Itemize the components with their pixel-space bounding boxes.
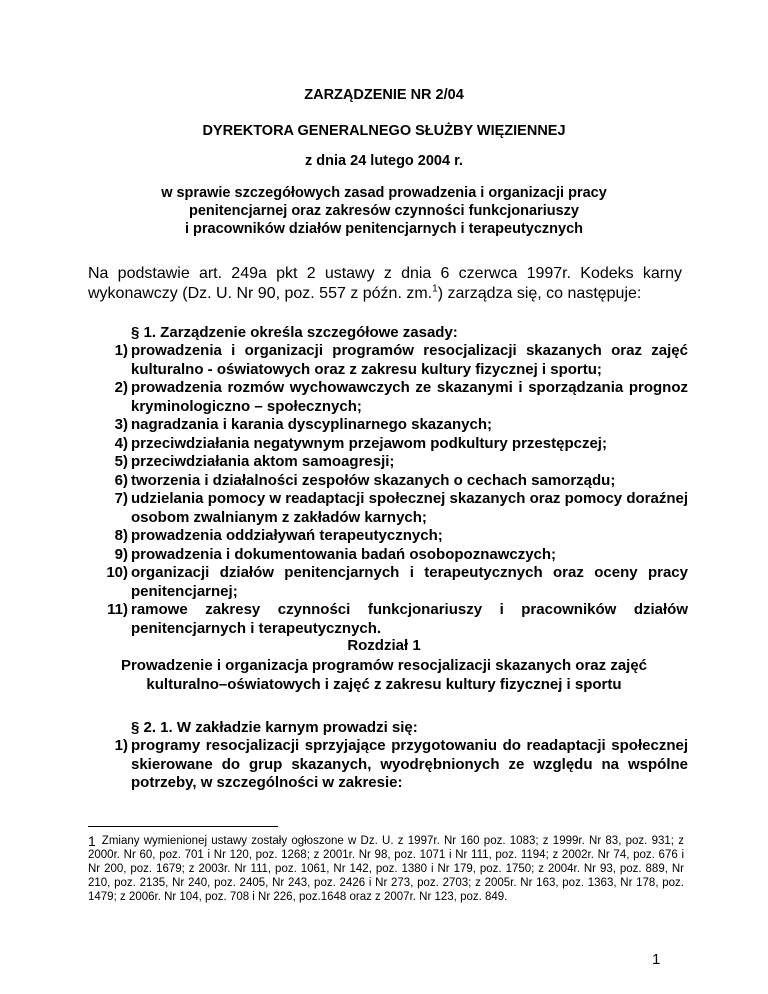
footnote [88,834,684,904]
list-item [88,546,688,565]
list-item-text: programy resocjalizacji sprzyjające przygotowaniu do readaptacji społecznej skierowane do grup skazanych, wyodrębnionych ze względu na wspólne potrzeby, w szczególności w zakresie: [131,737,688,791]
list-item-number: 11) [107,601,128,618]
document-title: ZARZĄDZENIE NR 2/04 [304,87,464,103]
footnote-text: Zmiany wymienionej ustawy zostały ogłoszone w Dz. U. z 1997r. Nr 160 poz. 1083; z 1999r. Nr 83, poz. 931; z 2000r. Nr 60, poz. 701 i Nr 120, poz. 1268; z 2001r. Nr 98, poz. 1071 i Nr 111, poz. 1194; z 2002r. Nr 74, poz. 676 i Nr 200, poz. 1679; z 2003r. Nr 111, poz. 1061, Nr 142, poz. 1380 i Nr 179, poz. 1750; z 2004r. Nr 93, poz. 889, Nr 210, poz. 2135, Nr 240, poz. 2405, Nr 243, poz. 2426 i Nr 273, poz. 2703; z 2005r. Nr 163, poz. 1363, Nr 178, poz. 1479; z 2006r. Nr 104, poz. 708 i Nr 226, poz.1648 oraz z 2007r. Nr 123, poz. 849. [88,835,684,903]
section-1-list [88,342,688,638]
page-number: 1 [652,951,661,968]
list-item-text: prowadzenia i dokumentowania badań osobopoznawczych; [131,545,557,563]
list-item [88,416,688,435]
list-item [88,379,688,416]
list-item-number: 1) [114,342,128,359]
list-item-number: 3) [114,416,128,433]
list-item-number: 7) [114,490,128,507]
list-item-text: prowadzenia rozmów wychowawczych ze skazanymi i sporządzania prognoz kryminologiczno – społecznych; [131,379,688,415]
list-item [88,435,688,454]
subject-line-1: w sprawie szczegółowych zasad prowadzenia i organizacji pracy [161,185,607,201]
list-item-text: nagradzania i karania dyscyplinarnego skazanych; [131,416,492,433]
list-item-number: 10) [106,564,128,581]
list-item-number: 2) [114,379,128,396]
chapter-1-label: Rozdział 1 [347,637,421,654]
list-item-number: 6) [114,471,128,489]
legal-basis-paragraph [88,264,682,304]
chapter-title-line-1: Prowadzenie i organizacja programów resocjalizacji skazanych oraz zajęć [120,657,648,674]
issuer-title: DYREKTORA GENERALNEGO SŁUŻBY WIĘZIENNEJ [202,123,566,139]
list-item-text: przeciwdziałania negatywnym przejawom podkultury przestępczej; [131,434,607,452]
subject-line-3: i pracowników działów penitencjarnych i terapeutycznych [184,221,584,237]
list-item [88,453,688,472]
list-item-number: 1) [114,737,128,754]
section-2-list [88,737,688,793]
document-subject [0,184,768,238]
list-item-number: 9) [114,545,128,563]
list-item [88,490,688,527]
footnote-reference: 1 [432,283,438,295]
list-item [88,342,688,379]
footnote-mark: 1 [88,833,96,849]
legal-basis-text-end: ) zarządza się, co następuje: [437,285,642,302]
list-item-text: organizacji działów penitencjarnych i terapeutycznych oraz oceny pracy penitencjarnej; [131,564,688,600]
list-item-number: 4) [114,434,128,452]
list-item-text: prowadzenia i organizacji programów resocjalizacji skazanych oraz zajęć kulturalno - oświatowych oraz z zakresu kultury fizycznej i sportu; [131,342,688,378]
list-item [88,601,688,638]
subject-line-2: penitencjarnej oraz zakresów czynności funkcjonariuszy [188,203,579,219]
list-item [88,527,688,546]
list-item-text: udzielania pomocy w readaptacji społecznej skazanych oraz pomocy doraźnej osobom zwalnianym z zakładów karnych; [131,490,688,526]
list-item [88,737,688,793]
list-item-text: prowadzenia oddziaływań terapeutycznych; [131,527,443,544]
legal-basis-text: Na podstawie art. 249a pkt 2 ustawy z dnia 6 czerwca 1997r. Kodeks karny wykonawczy (Dz. U. Nr 90, poz. 557 z późn. zm. [88,265,682,302]
footnote-separator [88,826,278,827]
section-2-heading: § 2. 1. W zakładzie karnym prowadzi się: [131,719,418,736]
list-item-text: ramowe zakresy czynności funkcjonariuszy i pracowników działów penitencjarnych i terapeutycznych. [131,601,688,637]
chapter-title-line-2: kulturalno–oświatowych i zajęć z zakresu kultury fizycznej i sportu [146,676,622,693]
list-item [88,472,688,491]
list-item-number: 8) [114,527,128,544]
chapter-1-title [0,656,768,694]
list-item-text: tworzenia i działalności zespołów skazanych o cechach samorządu; [131,471,616,489]
list-item-text: przeciwdziałania aktom samoagresji; [131,453,395,470]
section-1-heading: § 1. Zarządzenie określa szczegółowe zasady: [131,324,458,341]
list-item-number: 5) [114,453,128,470]
document-date: z dnia 24 lutego 2004 r. [305,153,463,169]
list-item [88,564,688,601]
